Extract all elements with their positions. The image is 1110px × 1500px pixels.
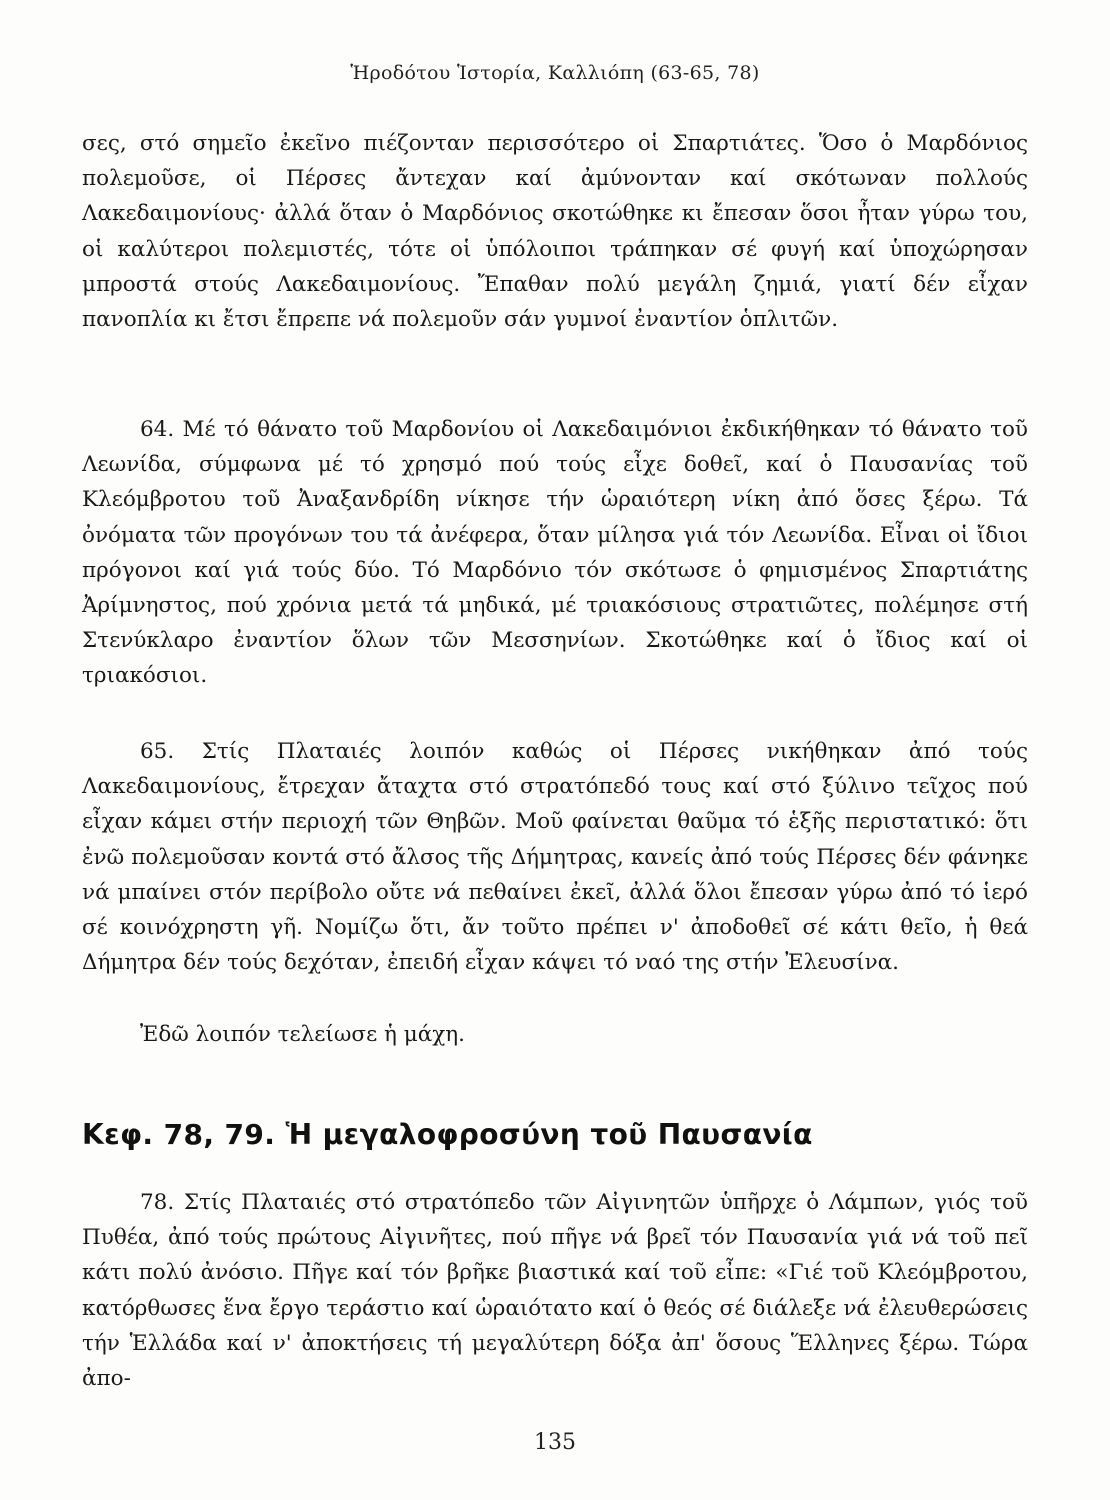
paragraph-text: 65. Στίς Πλαταιές λοιπόν καθώς οἱ Πέρσες νικήθηκαν ἀπό τούς Λακεδαιμονίους, ἔτρεχαν ἄταχτα στό στρατόπεδό τους καί στό ξύλινο τεῖχος πού εἶχαν κάμει στήν περιοχή τῶν Θηβῶν. Μοῦ φαίνεται θαῦμα τό ἑξῆς περιστατικό: ὅτι ἐνῶ πολεμοῦσαν κοντά στό ἄλσος τῆς Δήμητρας, κανείς ἀπό τούς Πέρσες δέν φάνηκε νά μπαίνει στόν περίβολο οὔτε νά πεθαίνει ἐκεῖ, ἀλλά ὅλοι ἔπεσαν γύρω ἀπό τό ἱερό σέ κοινόχρηστη γῆ. Νομίζω ὅτι, ἄν τοῦτο πρέπει ν' ἀποδοθεῖ σέ κάτι θεῖο, ἡ θεά Δήμητρα δέν τούς δεχόταν, ἐπειδή εἶχαν κάψει τό ναό της στήν Ἐλευσίνα. <box>82 739 1028 976</box>
chapter-heading: Κεφ. 78, 79. Ἡ μεγαλοφροσύνη τοῦ Παυσανία <box>82 1118 813 1151</box>
paragraph-text: Ἐδῶ λοιπόν τελείωσε ἡ μάχη. <box>140 1022 465 1047</box>
paragraph-text: 64. Μέ τό θάνατο τοῦ Μαρδονίου οἱ Λακεδαιμόνιοι ἐκδικήθηκαν τό θάνατο τοῦ Λεωνίδα, σύμφωνα μέ τό χρησμό πού τούς εἶχε δοθεῖ, καί ὁ Παυσανίας τοῦ Κλεόμβροτου τοῦ Ἀναξανδρίδη νίκησε τήν ὡραιότερη νίκη ἀπό ὅσες ξέρω. Τά ὀνόματα τῶν προγόνων του τά ἀνέφερα, ὅταν μίλησα γιά τόν Λεωνίδα. Εἶναι οἱ ἴδιοι πρόγονοι καί γιά τούς δύο. Τό Μαρδόνιο τόν σκότωσε ὁ φημισμένος Σπαρτιάτης Ἀρίμνηστος, πού χρόνια μετά τά μηδικά, μέ τριακόσιους στρατιῶτες, πολέμησε στή Στενύκλαρο ἐναντίον ὅλων τῶν Μεσσηνίων. Σκοτώθηκε καί ὁ ἴδιος καί οἱ τριακόσιοι. <box>82 417 1028 689</box>
paragraph-section-64 <box>82 412 1028 694</box>
paragraph-text: σες, στό σημεῖο ἐκεῖνο πιέζονταν περισσότερο οἱ Σπαρτιάτες. Ὅσο ὁ Μαρδόνιος πολεμοῦσε, οἱ Πέρσες ἄντεχαν καί ἀμύνονταν καί σκότωναν πολλούς Λακεδαιμονίους· ἀλλά ὅταν ὁ Μαρδόνιος σκοτώθηκε κι ἔπεσαν ὅσοι ἦταν γύρω του, οἱ καλύτεροι πολεμιστές, τότε οἱ ὑπόλοιποι τράπηκαν σέ φυγή καί ὑποχώρησαν μπροστά στούς Λακεδαιμονίους. Ἔπαθαν πολύ μεγάλη ζημιά, γιατί δέν εἶχαν πανοπλία κι ἔτσι ἔπρεπε νά πολεμοῦν σάν γυμνοί ἐναντίον ὁπλιτῶν. <box>82 131 1028 333</box>
paragraph-section-65-end <box>82 1017 1028 1052</box>
page-number: 135 <box>534 1430 576 1455</box>
paragraph-continuation <box>82 126 1028 337</box>
paragraph-text: 78. Στίς Πλαταιές στό στρατόπεδο τῶν Αἰγινητῶν ὑπῆρχε ὁ Λάμπων, γιός τοῦ Πυθέα, ἀπό τούς πρώτους Αἰγινῆτες, πού πῆγε νά βρεῖ τόν Παυσανία γιά νά τοῦ πεῖ κάτι πολύ ἀνόσιο. Πῆγε καί τόν βρῆκε βιαστικά καί τοῦ εἶπε: «Γιέ τοῦ Κλεόμβροτου, κατόρθωσες ἕνα ἔργο τεράστιο καί ὡραιότατο καί ὁ θεός σέ διάλεξε νά ἐλευθερώσεις τήν Ἑλλάδα καί ν' ἀποκτήσεις τή μεγαλύτερη δόξα ἀπ' ὅσους Ἕλληνες ξέρω. Τώρα ἀπο- <box>82 1190 1028 1392</box>
paragraph-section-65 <box>82 734 1028 980</box>
paragraph-section-78 <box>82 1185 1028 1396</box>
running-header: Ἡροδότου Ἱστορία, Καλλιόπη (63-65, 78) <box>350 62 760 84</box>
